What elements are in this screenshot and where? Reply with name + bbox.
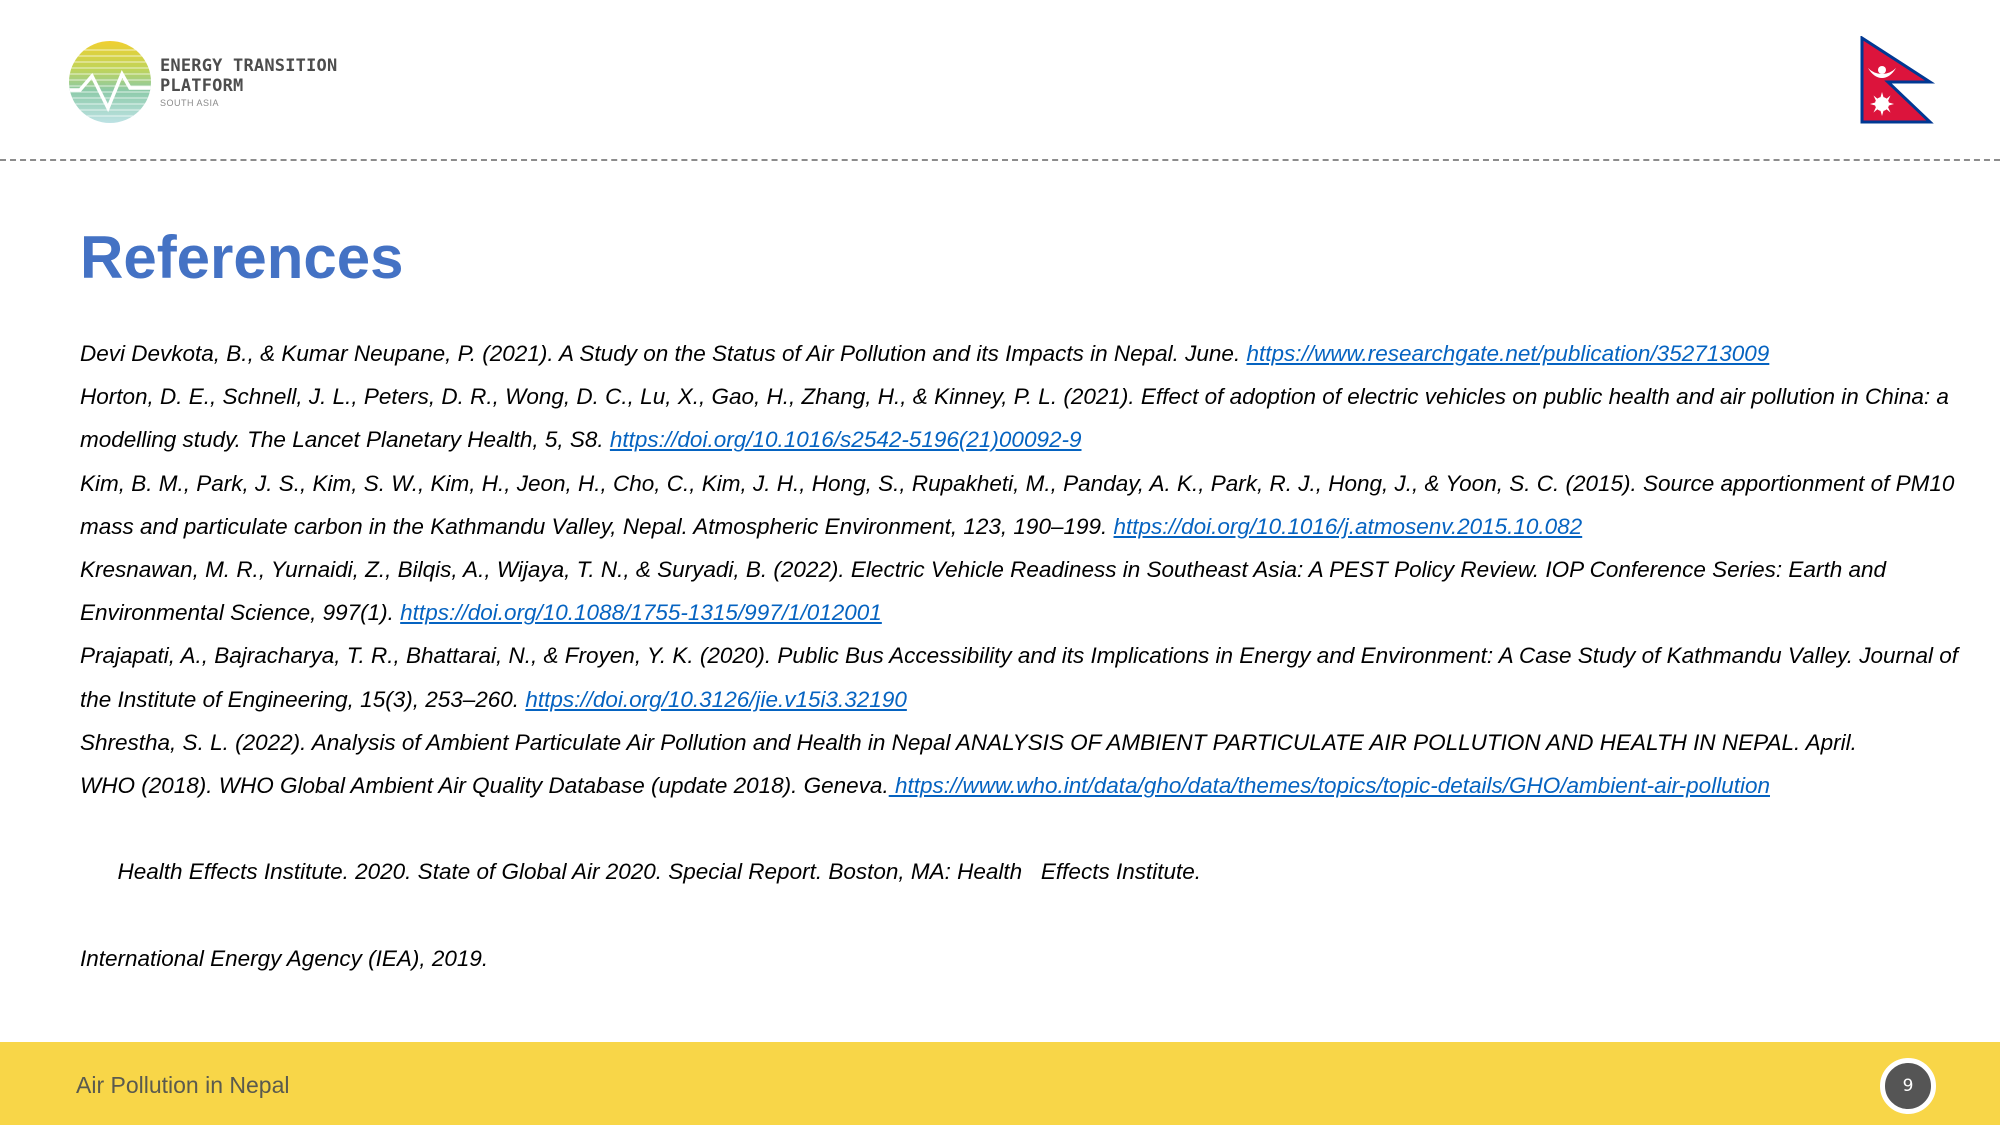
reference-item [80,764,1960,807]
reference-item [80,375,1960,461]
page-number-badge: 9 [1880,1058,1936,1114]
reference-link[interactable]: https://www.researchgate.net/publication/352713009 [1246,341,1770,366]
footer-title: Air Pollution in Nepal [76,1072,290,1098]
logo-subtitle: SOUTH ASIA [160,98,220,108]
reference-text: International Energy Agency (IEA), 2019. [80,945,489,971]
reference-text: Horton, D. E., Schnell, J. L., Peters, D. R., Wong, D. C., Lu, X., Gao, H., Zhang, H., & Kinney, P. L. (2021). Effect of adoption of electric vehicles on public health and air pollution in China: a modelling study. The Lancet Planetary Health, 5, S8. [80,384,1949,453]
reference-text: Prajapati, A., Bajracharya, T. R., Bhattarai, N., & Froyen, Y. K. (2020). Public Bus Accessibility and its Implications in Energy and Environment: A Case Study of Kathmandu Valley. Journal of the Institute of Engineering, 15(3), 253–260. [80,643,1959,712]
reference-item [80,721,1960,764]
reference-item [80,807,1960,937]
footer-bar [0,1042,2000,1125]
page-title: References [80,224,404,291]
reference-text: Devi Devkota, B., & Kumar Neupane, P. (2021). A Study on the Status of Air Pollution and its Impacts in Nepal. June. [80,341,1247,366]
logo-line-2: PLATFORM [160,76,244,96]
reference-text: Health Effects Institute. 2020. State of Global Air 2020. Special Report. Boston, MA: Health Effects Institute. [117,859,1201,885]
reference-link[interactable]: https://doi.org/10.1016/s2542-5196(21)00092-9 [609,427,1082,453]
header-divider [0,159,2000,161]
nepal-flag-icon [1860,36,1936,124]
reference-link[interactable]: https://doi.org/10.1016/j.atmosenv.2015.10.082 [1113,513,1583,539]
reference-item [80,462,1960,548]
reference-item [80,634,1960,720]
reference-link[interactable]: https://doi.org/10.3126/jie.v15i3.32190 [525,686,907,712]
reference-item [80,332,1960,375]
reference-link[interactable]: https://doi.org/10.1088/1755-1315/997/1/012001 [400,600,882,626]
reference-link[interactable]: https://www.who.int/data/gho/data/themes/topics/topic-details/GHO/ambient-air-pollution [888,773,1770,799]
reference-text: Kim, B. M., Park, J. S., Kim, S. W., Kim, H., Jeon, H., Cho, C., Kim, J. H., Hong, S., Rupakheti, M., Panday, A. K., Park, R. J., Hong, J., & Yoon, S. C. (2015). Source apportionment of PM10 mass and particulate carbon in the Kathmandu Valley, Nepal. Atmospheric Environment, 123, 190–199. [80,470,1955,539]
reference-item [80,548,1960,634]
energy-transition-platform-logo [68,40,337,124]
reference-text: Kresnawan, M. R., Yurnaidi, Z., Bilqis, A., Wijaya, T. N., & Suryadi, B. (2022). Electric Vehicle Readiness in Southeast Asia: A PEST Policy Review. IOP Conference Series: Earth and Environmental Science, 997(1). [80,557,1886,626]
sun-wave-logo-icon [68,40,152,124]
reference-text: WHO (2018). WHO Global Ambient Air Quality Database (update 2018). Geneva. [80,773,889,799]
reference-item [80,937,1960,980]
logo-line-1: ENERGY TRANSITION [160,56,338,76]
logo-text [160,56,337,108]
references-list [80,332,1960,980]
reference-text: Shrestha, S. L. (2022). Analysis of Ambient Particulate Air Pollution and Health in Nepal ANALYSIS OF AMBIENT PARTICULATE AIR POLLUTION AND HEALTH IN NEPAL. April. [80,729,1857,755]
